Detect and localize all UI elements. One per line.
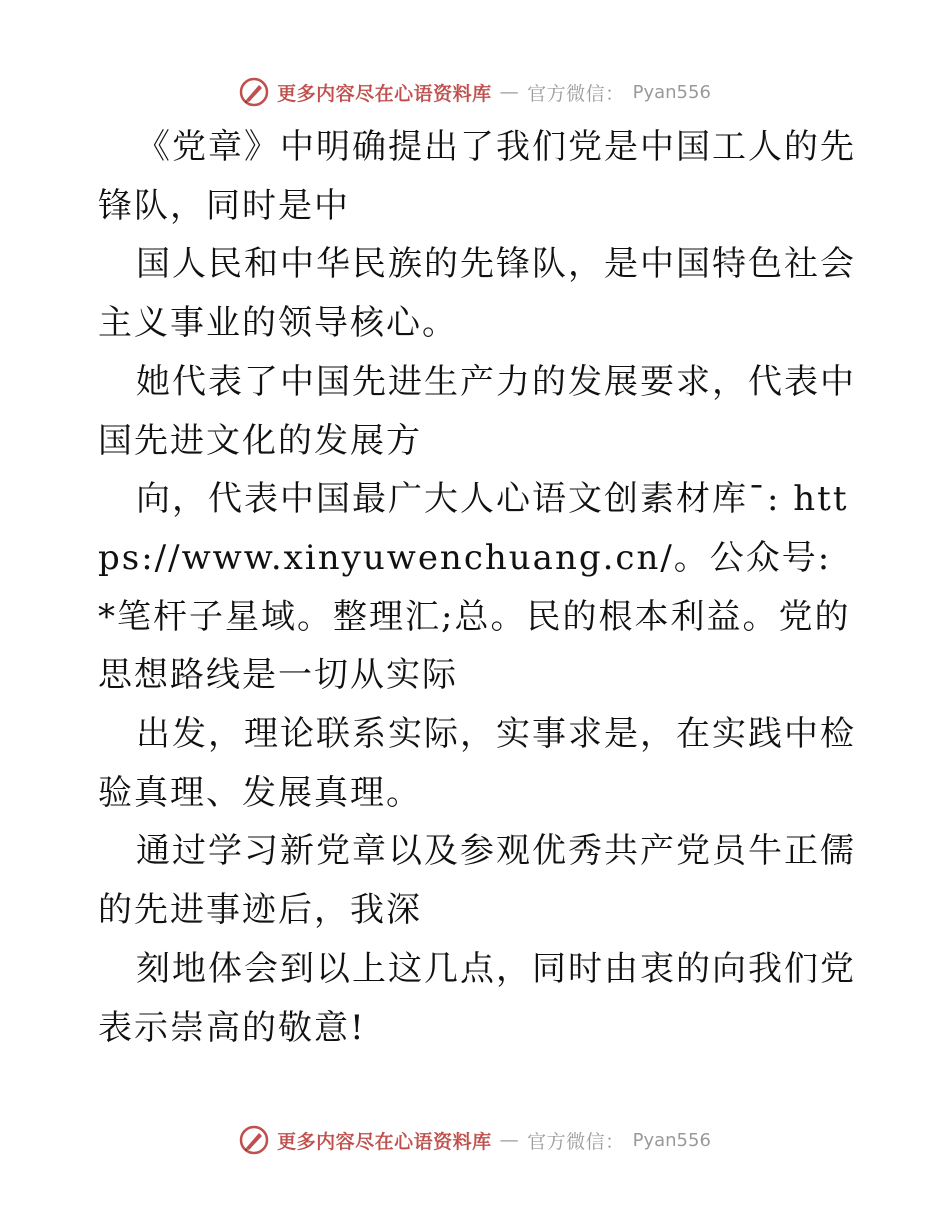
paragraph: 向，代表中国最广大人心语文创素材库¯: https://www.xinyuwenchuang.cn/。公众号: *笔杆子星域。整理汇;总。民的根本利益。党的思想路线是一切从实际 bbox=[98, 479, 851, 696]
paragraph: 刻地体会到以上这几点，同时由衷的向我们党表示崇高的敬意! bbox=[98, 948, 856, 1048]
footer-watermark-banner bbox=[0, 1120, 950, 1160]
banner-wechat-id: Pyan556 bbox=[632, 1129, 711, 1151]
header-watermark-banner bbox=[0, 72, 950, 112]
paragraph: 她代表了中国先进生产力的发展要求，代表中国先进文化的发展方 bbox=[98, 361, 856, 461]
paragraph: 《党章》中明确提出了我们党是中国工人的先锋队，同时是中 bbox=[98, 127, 856, 226]
pen-logo-icon bbox=[239, 1125, 269, 1155]
document-body bbox=[98, 118, 858, 1057]
banner-dash: — bbox=[499, 81, 520, 103]
banner-wechat-label: 官方微信： bbox=[527, 1130, 625, 1153]
pen-logo-icon bbox=[239, 77, 269, 107]
banner-wechat-label: 官方微信： bbox=[527, 82, 625, 105]
banner-dash: — bbox=[499, 1129, 520, 1151]
banner-wechat-id: Pyan556 bbox=[632, 81, 711, 103]
paragraph: 通过学习新党章以及参观优秀共产党员牛正儒的先进事迹后，我深 bbox=[98, 831, 856, 931]
banner-site-text: 更多内容尽在心语资料库 bbox=[277, 82, 492, 105]
banner-site-text: 更多内容尽在心语资料库 bbox=[277, 1130, 492, 1153]
paragraph: 国人民和中华民族的先锋队，是中国特色社会主义事业的领导核心。 bbox=[98, 244, 856, 344]
paragraph: 出发，理论联系实际，实事求是，在实践中检验真理、发展真理。 bbox=[98, 714, 856, 813]
